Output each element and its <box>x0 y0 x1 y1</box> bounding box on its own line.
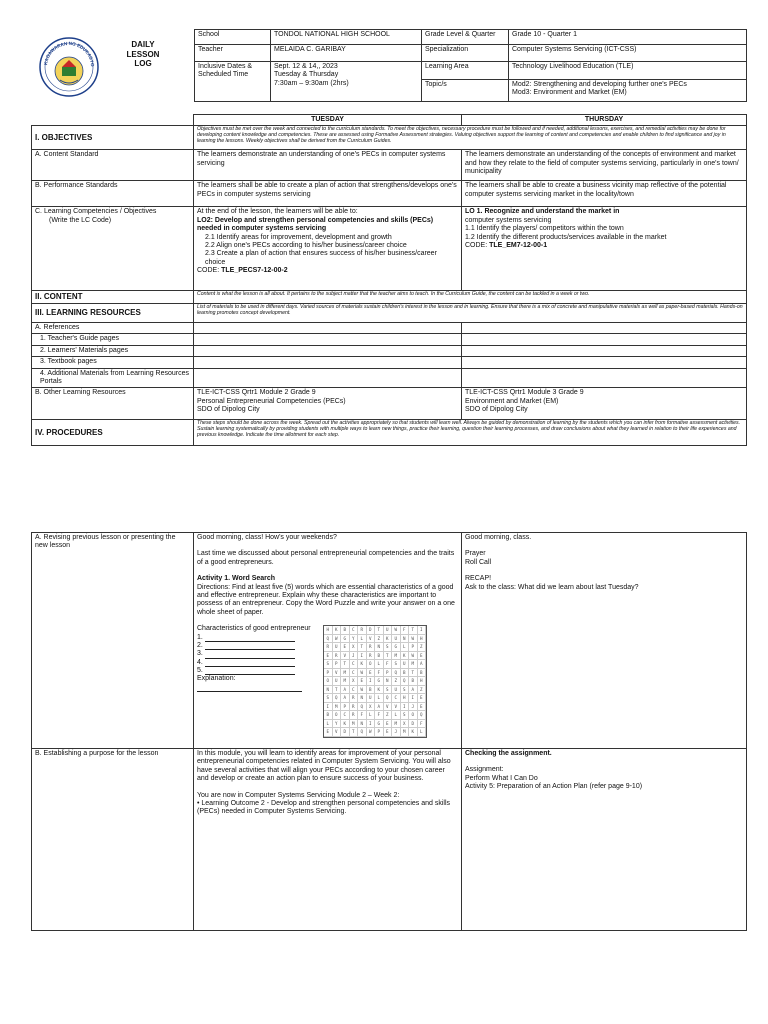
word-search-letter: G <box>375 677 384 686</box>
word-search-letter: M <box>409 660 418 669</box>
word-search-letter: E <box>358 677 367 686</box>
word-search-letter: V <box>341 652 350 661</box>
word-search-letter: J <box>350 652 359 661</box>
word-search-letter: N <box>384 677 393 686</box>
word-search-letter: B <box>409 677 418 686</box>
word-search-letter: G <box>341 635 350 644</box>
word-search-letter: C <box>350 626 359 635</box>
word-search-letter: H <box>324 626 333 635</box>
content-standard-tuesday: The learners demonstrate an understanding of one's PECs in computer systems servicing <box>194 150 462 181</box>
word-search-letter: Q <box>392 669 401 678</box>
word-search-letter: L <box>418 728 427 737</box>
word-search-letter: P <box>324 669 333 678</box>
performance-standards-thursday: The learners shall be able to create a business vicinity map reflective of the potential computer systems servicing market in the locality/town <box>462 181 747 207</box>
school-label: School <box>195 30 271 45</box>
word-search-letter: E <box>418 703 427 712</box>
word-search-letter: Z <box>375 635 384 644</box>
word-search-letter: T <box>358 643 367 652</box>
word-search-letter: B <box>375 652 384 661</box>
word-search-letter: K <box>384 635 393 644</box>
ref-learners-materials: 2. Learners' Materials pages <box>32 345 194 356</box>
word-search-letter: Z <box>392 677 401 686</box>
word-search-letter: F <box>401 626 410 635</box>
word-search-letter: V <box>392 703 401 712</box>
word-search-letter: M <box>341 677 350 686</box>
word-search-letter: E <box>324 652 333 661</box>
word-search-letter: U <box>367 694 376 703</box>
answer-blank-2: 2. <box>197 642 315 650</box>
word-search-letter: N <box>358 694 367 703</box>
word-search-letter: W <box>409 635 418 644</box>
word-search-letter: Q <box>358 703 367 712</box>
word-search-letter: C <box>350 686 359 695</box>
word-search-letter: F <box>375 669 384 678</box>
word-search-letter: E <box>384 720 393 729</box>
word-search-letter: T <box>384 652 393 661</box>
word-search-letter: P <box>375 728 384 737</box>
procedure-a-tuesday: Good morning, class! How's your weekends? Last time we discussed about personal entrepreneurial competencies and the traits of a good entrepreneurs. Activity 1. Word Search Directions: Find at least five (5) words which are essential characteristics of a good and effective entrepreneur. Explain why these characteristics are important to possess of an entrepreneur. Copy the Word Puzzle and write your answer on a one whole sheet of paper. Characteristics of good entrepreneur 1. 2. 3. 4. 5. Explanation: H K B C R D T U W F T I Q W G Y L V Z K U N W H R U E X T R N S G L P Z E R V J I R B T M K W E S P T C K O L F S U M A P V M C W E F P Q B T B O U M X E I G N Z Q B H N T A C W B K S U S A Z S Q A R N U L Q C H I E I M P R Q X A V V I J E B O C R F L F Z L S O Q L Y K M N I G E M X D F E V D T Q W P E J M K L <box>194 533 462 749</box>
word-search-letter: B <box>418 669 427 678</box>
word-search-letter: Y <box>333 720 342 729</box>
procedures-table <box>31 532 747 931</box>
content-heading: II. CONTENT <box>32 291 194 304</box>
word-search-letter: S <box>324 694 333 703</box>
word-search-letter: W <box>358 669 367 678</box>
word-search-letter: R <box>350 711 359 720</box>
lc-code-tuesday: TLE_PECS7-12-00-2 <box>221 267 288 275</box>
procedure-b-tuesday: In this module, you will learn to identify areas for improvement of your personal entrepreneurial competencies related in Computer System Servicing. You will also have several activities that will align your PECs according to your chosen career and develop or create an action plan to ensure success of your business. You are now in Computer Systems Servicing Module 2 – Week 2: • Learning Outcome 2 - Develop and strengthen personal competencies and skills (PECs) needed in Computer Systems Servicing. <box>194 749 462 931</box>
word-search-letter: B <box>324 711 333 720</box>
word-search-letter: I <box>358 652 367 661</box>
word-search-letter: P <box>341 703 350 712</box>
learning-area-value: Technology Livelihood Education (TLE) <box>509 62 747 80</box>
word-search-letter: S <box>384 686 393 695</box>
word-search-letter: K <box>358 660 367 669</box>
topics-label: Topic/s <box>422 80 509 102</box>
specialization-value: Computer Systems Servicing (ICT-CSS) <box>509 45 747 62</box>
word-search-letter: V <box>333 728 342 737</box>
word-search-letter: R <box>358 626 367 635</box>
word-search-grid <box>323 625 427 738</box>
procedures-note: These steps should be done across the week. Spread out the activities appropriately so that students will learn well. Always be guided by demonstration of learning by the students which you can infer from formative assessment activities. Sustain learning systematically by providing students with multiple ways to learn new things, practice their learning, question their learning processes, and draw conclusions about what they learned in relation to their life experiences and previous knowledge. Indicate the time allotment for each step. <box>194 420 747 446</box>
word-search-letter: A <box>341 694 350 703</box>
word-search-letter: F <box>375 711 384 720</box>
other-resources-thursday: TLE-ICT-CSS Qrtr1 Module 3 Grade 9 Environment and Market (EM) SDO of Dipolog City <box>462 388 747 420</box>
word-search-letter: D <box>341 728 350 737</box>
word-search-letter: U <box>384 626 393 635</box>
answer-blank-5: 5. <box>197 667 315 675</box>
word-search-letter: A <box>341 686 350 695</box>
word-search-letter: J <box>409 703 418 712</box>
word-search-letter: W <box>358 686 367 695</box>
word-search-letter: N <box>358 720 367 729</box>
word-search-letter: R <box>350 694 359 703</box>
teacher-value: MELAIDA C. GARIBAY <box>271 45 422 62</box>
word-search-letter: U <box>333 677 342 686</box>
ref-additional-materials: 4. Additional Materials from Learning Resources Portals <box>32 368 194 388</box>
word-search-letter: T <box>409 626 418 635</box>
column-tuesday: TUESDAY <box>194 115 462 126</box>
word-search-letter: S <box>401 711 410 720</box>
teacher-label: Teacher <box>195 45 271 62</box>
word-search-letter: C <box>350 660 359 669</box>
word-search-letter: E <box>418 652 427 661</box>
word-search-letter: X <box>401 720 410 729</box>
word-search-letter: K <box>333 626 342 635</box>
word-search-letter: M <box>341 669 350 678</box>
word-search-letter: M <box>401 728 410 737</box>
word-search-letter: T <box>375 626 384 635</box>
word-search-letter: M <box>333 703 342 712</box>
word-search-letter: Q <box>401 677 410 686</box>
word-search-letter: P <box>409 643 418 652</box>
word-search-letter: X <box>367 703 376 712</box>
ref-teachers-guide: 1. Teacher's Guide pages <box>32 334 194 345</box>
word-search-letter: I <box>418 626 427 635</box>
word-search-letter: E <box>324 728 333 737</box>
procedure-b-label: B. Establishing a purpose for the lesson <box>32 749 194 931</box>
word-search-letter: N <box>401 635 410 644</box>
word-search-letter: X <box>350 643 359 652</box>
word-search-letter: A <box>375 703 384 712</box>
procedures-heading: IV. PROCEDURES <box>32 420 194 446</box>
dates-label: Inclusive Dates & Scheduled Time <box>195 62 271 102</box>
word-search-letter: L <box>324 720 333 729</box>
word-search-letter: M <box>392 652 401 661</box>
word-search-letter: O <box>367 660 376 669</box>
word-search-letter: I <box>367 720 376 729</box>
word-search-letter: Q <box>324 635 333 644</box>
daily-lesson-log-title: DAILY LESSON LOG <box>126 40 160 69</box>
word-search-letter: V <box>367 635 376 644</box>
word-search-letter: L <box>401 643 410 652</box>
word-search-letter: Q <box>384 694 393 703</box>
answer-blank-3: 3. <box>197 650 315 658</box>
word-search-letter: L <box>375 660 384 669</box>
word-search-letter: N <box>324 686 333 695</box>
word-search-letter: R <box>324 643 333 652</box>
word-search-letter: Z <box>418 686 427 695</box>
content-standard-thursday: The learners demonstrate an understanding of the concepts of environment and market and how they relate to the field of computer systems servicing, particularly in one's town/ municipality <box>462 150 747 181</box>
word-search-letter: R <box>350 703 359 712</box>
word-search-letter: F <box>358 711 367 720</box>
svg-text:KAGAWARAN NG EDUKASYON: KAGAWARAN NG EDUKASYO <box>43 40 96 67</box>
word-search-letter: J <box>392 728 401 737</box>
answer-blank-1: 1. <box>197 634 315 642</box>
performance-standards-tuesday: The learners shall be able to create a plan of action that strengthens/develops one's PECs in computer systems servicing <box>194 181 462 207</box>
word-search-letter: I <box>324 703 333 712</box>
word-search-letter: O <box>409 711 418 720</box>
word-search-letter: B <box>367 686 376 695</box>
word-search-letter: I <box>401 703 410 712</box>
word-search-letter: D <box>409 720 418 729</box>
word-search-letter: S <box>401 686 410 695</box>
grade-label: Grade Level & Quarter <box>422 30 509 45</box>
lesson-plan-table <box>31 114 747 446</box>
procedure-a-label: A. Revising previous lesson or presenting the new lesson <box>32 533 194 749</box>
references-label: A. References <box>32 322 194 333</box>
specialization-label: Specialization <box>422 45 509 62</box>
learning-area-label: Learning Area <box>422 62 509 80</box>
word-search-letter: R <box>367 652 376 661</box>
learning-competencies-label: C. Learning Competencies / Objectives (Write the LC Code) <box>32 207 194 291</box>
learning-competencies-thursday: LO 1. Recognize and understand the market in computer systems servicing 1.1 Identify the players/ competitors within the town 1.2 Identify the different products/services available in the market CODE: TLE_EM7-12-00-1 <box>462 207 747 291</box>
word-search-letter: O <box>324 677 333 686</box>
word-search-letter: I <box>409 694 418 703</box>
word-search-letter: V <box>384 703 393 712</box>
word-search-letter: W <box>392 626 401 635</box>
word-search-letter: Y <box>350 635 359 644</box>
word-search-letter: P <box>384 669 393 678</box>
word-search-letter: U <box>392 635 401 644</box>
word-search-letter: L <box>358 635 367 644</box>
word-search-letter: E <box>367 669 376 678</box>
word-search-letter: H <box>418 677 427 686</box>
word-search-letter: U <box>392 686 401 695</box>
word-search-letter: I <box>367 677 376 686</box>
lc-code-thursday: TLE_EM7-12-00-1 <box>489 241 548 249</box>
objectives-heading: I. OBJECTIVES <box>32 126 194 150</box>
word-search-letter: W <box>333 635 342 644</box>
performance-standards-label: B. Performance Standards <box>32 181 194 207</box>
word-search-letter: L <box>367 711 376 720</box>
word-search-letter: D <box>367 626 376 635</box>
word-search-letter: U <box>401 660 410 669</box>
word-search-letter: P <box>333 660 342 669</box>
header-info-table <box>194 29 747 102</box>
word-search-letter: M <box>350 720 359 729</box>
word-search-letter: H <box>401 694 410 703</box>
word-search-letter: K <box>341 720 350 729</box>
word-search-letter: Q <box>358 728 367 737</box>
word-search-letter: E <box>418 694 427 703</box>
word-search-letter: F <box>384 660 393 669</box>
objectives-note: Objectives must be met over the week and connected to the curriculum standards. To meet the objectives, necessary procedure must be followed and if needed, additional lessons, exercises, and remedial activities may be done for developing content knowledge and competencies. These are assessed using Formative Assessment strategies. Valuing objectives support the learning of content and competencies and enable children to find significance and joy in learning the lessons. Weekly objectives shall be derived from the Curriculum Guides. <box>194 126 747 150</box>
word-search-letter: T <box>333 686 342 695</box>
word-search-letter: R <box>333 652 342 661</box>
school-value: TONDOL NATIONAL HIGH SCHOOL <box>271 30 422 45</box>
word-search-letter: V <box>333 669 342 678</box>
word-search-letter: K <box>409 728 418 737</box>
word-search-letter: A <box>418 660 427 669</box>
word-search-letter: T <box>350 728 359 737</box>
word-search-letter: N <box>375 643 384 652</box>
word-search-letter: Q <box>418 711 427 720</box>
activity-title: Activity 1. Word Search <box>197 575 276 583</box>
word-search-letter: C <box>392 694 401 703</box>
word-search-letter: C <box>350 669 359 678</box>
word-search-letter: B <box>341 626 350 635</box>
procedure-a-thursday: Good morning, class. Prayer Roll Call RECAP! Ask to the class: What did we learn about last Tuesday? <box>462 533 747 749</box>
word-search-letter: K <box>401 652 410 661</box>
content-standard-label: A. Content Standard <box>32 150 194 181</box>
word-search-letter: T <box>409 669 418 678</box>
learning-competencies-tuesday: At the end of the lesson, the learners will be able to: LO2: Develop and strengthen personal competencies and skills (PECs) needed in computer systems servicing 2.1 Identify areas for improvement, development and growth 2.2 Align one's PECs according to his/her business/career choice 2.3 Create a plan of action that ensures success of his/her business/career choice CODE: TLE_PECS7-12-00-2 <box>194 207 462 291</box>
word-search-letter: A <box>409 686 418 695</box>
learning-resources-note: List of materials to be used in different days. Varied sources of materials sustain children's interest in the lesson and in learning. Ensure that there is a mix of concrete and manipulative materials as well as paper-based materials. Hands-on learning promotes concept development. <box>194 303 747 322</box>
word-search-letter: G <box>375 720 384 729</box>
word-search-letter: H <box>418 635 427 644</box>
dates-value: Sept. 12 & 14,, 2023 Tuesday & Thursday 7:30am – 9:30am (2hrs) <box>271 62 422 102</box>
column-thursday: THURSDAY <box>462 115 747 126</box>
word-search-letter: K <box>375 686 384 695</box>
word-search-letter: X <box>350 677 359 686</box>
other-resources-tuesday: TLE-ICT-CSS Qrtr1 Module 2 Grade 9 Personal Entrepreneurial Competencies (PECs) SDO of Dipolog City <box>194 388 462 420</box>
word-search-letter: E <box>384 728 393 737</box>
word-search-letter: F <box>418 720 427 729</box>
procedure-b-thursday: Checking the assignment. Assignment: Perform What I Can Do Activity 5: Preparation of an Action Plan (refer page 9-10) <box>462 749 747 931</box>
word-search-letter: W <box>409 652 418 661</box>
word-search-letter: R <box>367 643 376 652</box>
deped-seal-logo <box>38 36 100 98</box>
word-search-letter: Q <box>333 694 342 703</box>
word-search-letter: L <box>392 711 401 720</box>
word-search-letter: S <box>384 643 393 652</box>
word-search-letter: T <box>341 660 350 669</box>
word-search-letter: L <box>375 694 384 703</box>
word-search-letter: S <box>392 660 401 669</box>
word-search-letter: S <box>324 660 333 669</box>
word-search-letter: G <box>392 643 401 652</box>
other-resources-label: B. Other Learning Resources <box>32 388 194 420</box>
word-search-letter: U <box>333 643 342 652</box>
topics-value: Mod2: Strengthening and developing further one's PECs Mod3: Environment and Market (EM) <box>509 80 747 102</box>
word-search-letter: O <box>333 711 342 720</box>
answer-blank-4: 4. <box>197 659 315 667</box>
word-search-letter: C <box>341 711 350 720</box>
word-search-letter: E <box>341 643 350 652</box>
ref-textbook: 3. Textbook pages <box>32 357 194 368</box>
content-note: Content is what the lesson is all about. It pertains to the subject matter that the teacher aims to teach. In the Curriculum Guide, the content can be tackled in a week or two. <box>194 291 747 304</box>
learning-resources-heading: III. LEARNING RESOURCES <box>32 303 194 322</box>
word-search-letter: Z <box>418 643 427 652</box>
word-search-letter: B <box>401 669 410 678</box>
grade-value: Grade 10 - Quarter 1 <box>509 30 747 45</box>
word-search-letter: Z <box>384 711 393 720</box>
word-search-letter: W <box>367 728 376 737</box>
word-search-letter: M <box>392 720 401 729</box>
